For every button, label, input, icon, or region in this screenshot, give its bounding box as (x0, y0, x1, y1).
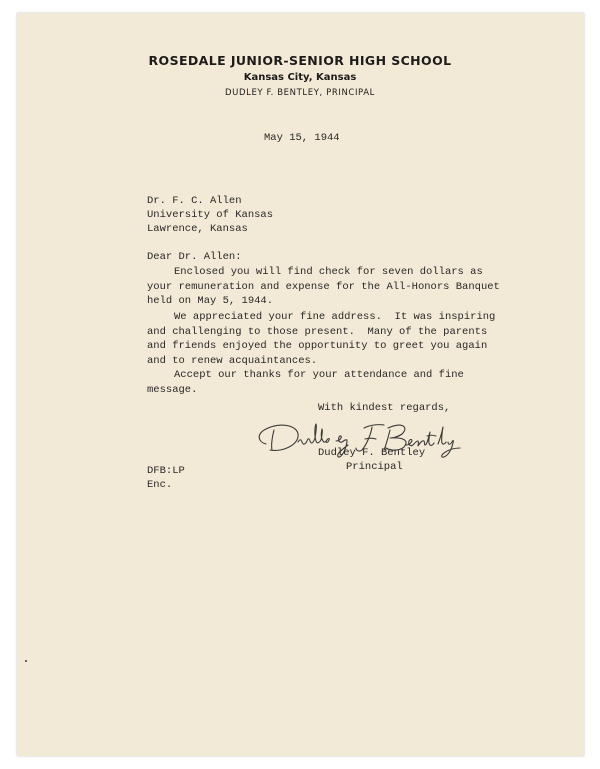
paragraph-1-line-1: Enclosed you will find check for seven dollars as (174, 266, 483, 278)
closing: With kindest regards, (318, 402, 451, 414)
paragraph-3 (147, 368, 464, 397)
paragraph-3-line-2: message. (147, 383, 198, 396)
paragraph-2-line-2: and challenging to those present. Many of the parents (147, 325, 488, 338)
paper-speck (25, 660, 27, 662)
paragraph-3-line-1: Accept our thanks for your attendance and fine (174, 369, 464, 381)
enclosure-notation: Enc. (147, 479, 173, 491)
salutation: Dear Dr. Allen: (147, 251, 242, 263)
paragraph-2-line-3: and friends enjoyed the opportunity to greet you again (147, 340, 488, 353)
signer-title: Principal (346, 461, 403, 473)
letterhead-school-name: ROSEDALE JUNIOR-SENIOR HIGH SCHOOL (148, 53, 452, 68)
letterhead-principal: DUDLEY F. BENTLEY, PRINCIPAL (225, 88, 375, 98)
recipient-city: Lawrence, Kansas (147, 223, 248, 235)
typist-initials: DFB:LP (147, 465, 185, 477)
paragraph-1-line-3: held on May 5, 1944. (147, 295, 274, 308)
paragraph-2-line-4: and to renew acquaintances. (147, 355, 318, 368)
recipient-name: Dr. F. C. Allen (147, 195, 242, 207)
paragraph-2-line-1: We appreciated your fine address. It was inspiring (174, 311, 496, 323)
paragraph-2 (147, 310, 495, 369)
recipient-institution: University of Kansas (147, 209, 274, 221)
signer-name: Dudley F. Bentley (318, 447, 426, 459)
letterhead-city: Kansas City, Kansas (243, 72, 357, 83)
paragraph-1 (147, 265, 500, 309)
paragraph-1-line-2: your remuneration and expense for the All-Honors Banquet (147, 280, 500, 293)
letter-date: May 15, 1944 (264, 132, 340, 144)
